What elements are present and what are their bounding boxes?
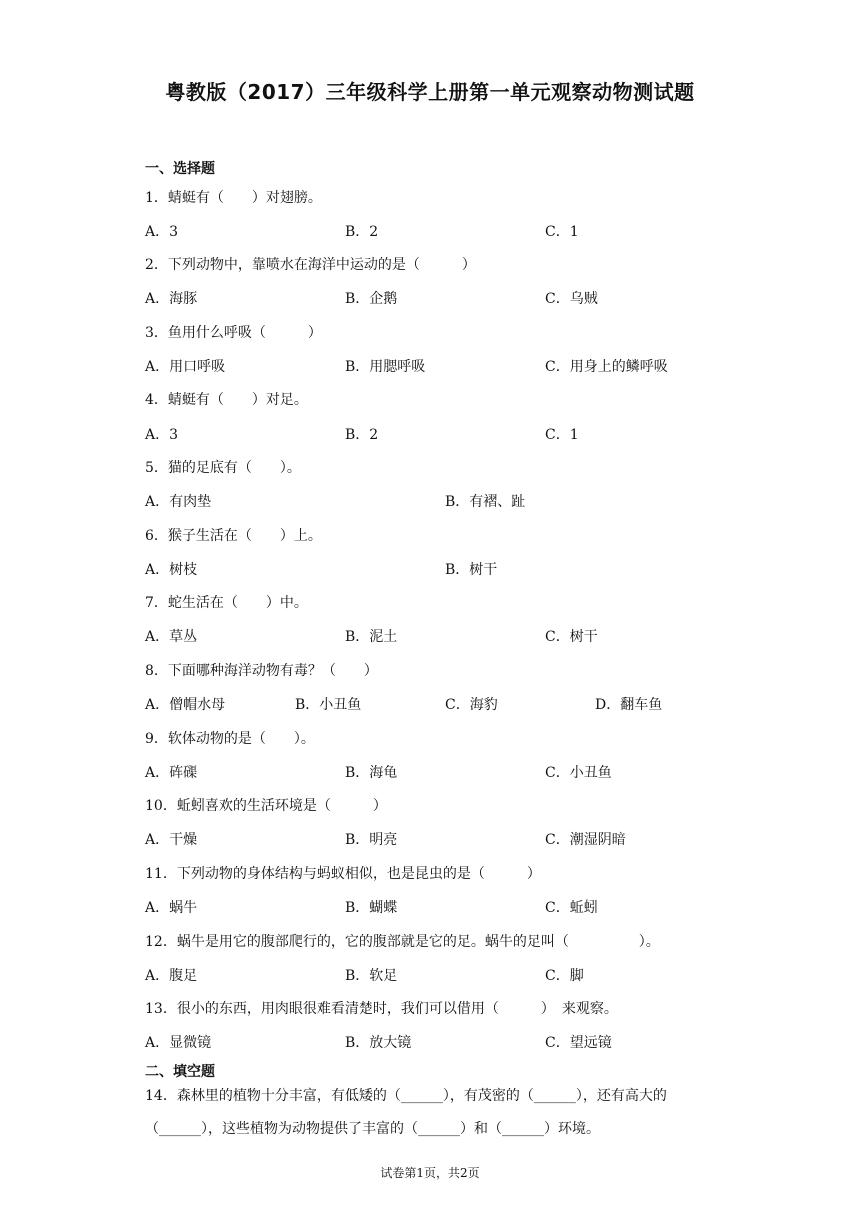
q8-option-d: D．翻车鱼	[595, 697, 663, 713]
section-heading-fill: 二、填空题	[145, 1064, 215, 1080]
q3-option-b: B．用腮呼吸	[345, 359, 426, 375]
question-3: 3．鱼用什么呼吸（ ）	[145, 325, 322, 341]
q2-option-c: C．乌贼	[545, 291, 598, 307]
question-2: 2．下列动物中，靠喷水在海洋中运动的是（ ）	[145, 257, 476, 273]
q11-option-c: C．蚯蚓	[545, 900, 598, 916]
page-title: 粤教版（2017）三年级科学上册第一单元观察动物测试题	[165, 80, 695, 104]
q10-option-c: C．潮湿阴暗	[545, 832, 626, 848]
page-footer: 试卷第1页，共2页	[380, 1166, 480, 1180]
q12-option-b: B．软足	[345, 968, 398, 984]
q12-option-a: A．腹足	[145, 968, 198, 984]
q2-option-b: B．企鹅	[345, 291, 398, 307]
q9-option-c: C．小丑鱼	[545, 765, 612, 781]
q6-option-b: B．树干	[445, 562, 498, 578]
q8-option-c: C．海豹	[445, 697, 498, 713]
q5-option-b: B．有褶、趾	[445, 494, 526, 510]
q11-option-b: B．蝴蝶	[345, 900, 398, 916]
question-12: 12．蜗牛是用它的腹部爬行的，它的腹部就是它的足。蜗牛的足叫（ ）。	[145, 934, 660, 950]
q11-option-a: A．蜗牛	[145, 900, 198, 916]
question-10: 10．蚯蚓喜欢的生活环境是（ ）	[145, 798, 387, 814]
q9-option-b: B．海龟	[345, 765, 398, 781]
q4-option-a: A．3	[145, 427, 179, 443]
q10-option-b: B．明亮	[345, 832, 398, 848]
q13-option-b: B．放大镜	[345, 1035, 412, 1051]
q13-option-a: A．显微镜	[145, 1035, 212, 1051]
section-heading-choice: 一、选择题	[145, 161, 215, 177]
q7-option-b: B．泥土	[345, 629, 398, 645]
q6-option-a: A．树枝	[145, 562, 198, 578]
q1-option-a: A．3	[145, 224, 179, 240]
q7-option-c: C．树干	[545, 629, 598, 645]
q3-option-a: A．用口呼吸	[145, 359, 226, 375]
q4-option-c: C．1	[545, 427, 579, 443]
q10-option-a: A．干燥	[145, 832, 198, 848]
question-11: 11．下列动物的身体结构与蚂蚁相似，也是昆虫的是（ ）	[145, 866, 541, 882]
q4-option-b: B．2	[345, 427, 379, 443]
q8-option-a: A．僧帽水母	[145, 697, 226, 713]
q1-option-c: C．1	[545, 224, 579, 240]
question-7: 7．蛇生活在（ ）中。	[145, 595, 308, 611]
q8-option-b: B．小丑鱼	[295, 697, 362, 713]
question-9: 9．软体动物的是（ ）。	[145, 731, 315, 747]
q2-option-a: A．海豚	[145, 291, 198, 307]
q13-option-c: C．望远镜	[545, 1035, 612, 1051]
q12-option-c: C．脚	[545, 968, 584, 984]
q5-option-a: A．有肉垫	[145, 494, 212, 510]
question-6: 6．猴子生活在（ ）上。	[145, 528, 322, 544]
question-1: 1．蜻蜓有（ ）对翅膀。	[145, 190, 322, 206]
question-13: 13．很小的东西，用肉眼很难看清楚时，我们可以借用（ ） 来观察。	[145, 1001, 618, 1017]
question-4: 4．蜻蜓有（ ）对足。	[145, 392, 308, 408]
question-14: 14．森林里的植物十分丰富，有低矮的（______），有茂密的（______），还有高大的（______），这些植物为动物提供了丰富的（______）和（______）环境。	[145, 1088, 667, 1137]
question-5: 5．猫的足底有（ ）。	[145, 460, 301, 476]
question-8: 8．下面哪种海洋动物有毒？（ ）	[145, 663, 378, 679]
q1-option-b: B．2	[345, 224, 379, 240]
q7-option-a: A．草丛	[145, 629, 198, 645]
q3-option-c: C．用身上的鳞呼吸	[545, 359, 668, 375]
q9-option-a: A．砗磲	[145, 765, 198, 781]
